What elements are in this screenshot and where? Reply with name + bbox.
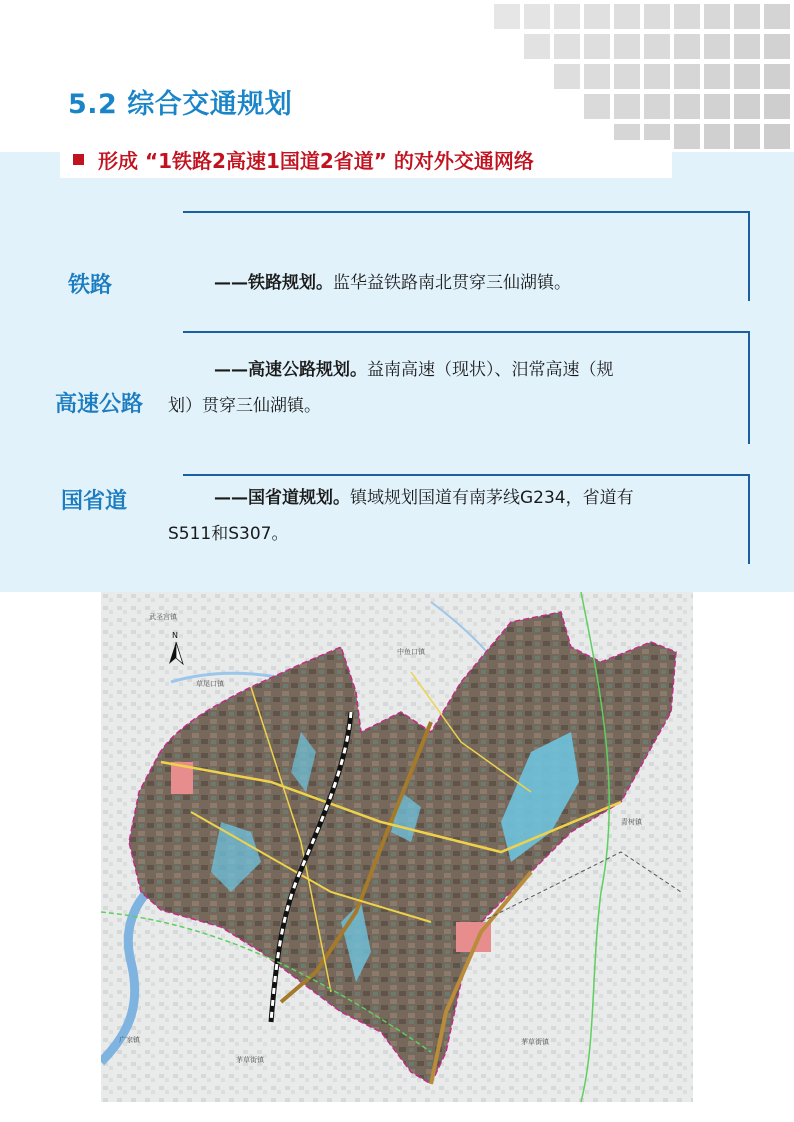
subtitle-bar bbox=[60, 140, 672, 178]
decorative-tile bbox=[614, 94, 640, 119]
decorative-tile bbox=[734, 4, 760, 29]
place-label: 茅草街镇 bbox=[521, 1038, 549, 1046]
decorative-tile bbox=[584, 4, 610, 29]
decorative-tile bbox=[734, 94, 760, 119]
desc-railway-dash: —— bbox=[214, 273, 248, 293]
decorative-tile bbox=[734, 64, 760, 89]
decorative-tile bbox=[704, 124, 730, 149]
desc-expressway-line2: 划）贯穿三仙湖镇。 bbox=[168, 396, 321, 416]
decorative-tile bbox=[644, 64, 670, 89]
decorative-tile bbox=[584, 34, 610, 59]
decorative-tile bbox=[764, 94, 790, 119]
decorative-tile bbox=[614, 4, 640, 29]
desc-railway-body: 监华益铁路南北贯穿三仙湖镇。 bbox=[333, 273, 571, 293]
decorative-tile bbox=[674, 34, 700, 59]
north-label: N bbox=[172, 631, 178, 640]
label-roads: 国省道 bbox=[61, 489, 128, 514]
section-title: 5.2 综合交通规划 bbox=[68, 89, 293, 120]
decorative-tile bbox=[734, 34, 760, 59]
decorative-tile bbox=[554, 64, 580, 89]
decorative-tile bbox=[764, 64, 790, 89]
place-label: 中鱼口镇 bbox=[397, 648, 425, 656]
decorative-tile bbox=[734, 124, 760, 149]
desc-expressway-dash: —— bbox=[214, 360, 248, 380]
label-railway: 铁路 bbox=[68, 273, 113, 298]
desc-expressway-line1 bbox=[168, 352, 744, 388]
desc-roads-body1: 镇域规划国道有南茅线G234，省道有 bbox=[350, 488, 634, 508]
place-label: 草尾口镇 bbox=[196, 680, 224, 688]
decorative-tile bbox=[584, 64, 610, 89]
decorative-tiles bbox=[494, 4, 794, 154]
desc-railway bbox=[214, 265, 744, 301]
desc-expressway-head: 高速公路规划。 bbox=[248, 360, 367, 380]
decorative-tile bbox=[764, 124, 790, 149]
map-svg bbox=[101, 592, 693, 1102]
decorative-tile bbox=[554, 34, 580, 59]
decorative-tile bbox=[644, 4, 670, 29]
desc-roads-dash: —— bbox=[214, 488, 248, 508]
decorative-tile bbox=[764, 4, 790, 29]
decorative-tile bbox=[584, 94, 610, 119]
decorative-tile bbox=[524, 34, 550, 59]
desc-expressway bbox=[168, 352, 744, 424]
decorative-tile bbox=[674, 94, 700, 119]
desc-roads-head: 国省道规划。 bbox=[248, 488, 350, 508]
desc-railway-head: 铁路规划。 bbox=[248, 273, 333, 293]
transport-planning-map bbox=[101, 592, 693, 1102]
decorative-tile bbox=[554, 4, 580, 29]
place-label: 青树镇 bbox=[621, 818, 642, 826]
place-label: 广家镇 bbox=[119, 1036, 140, 1044]
desc-roads-line1 bbox=[168, 480, 744, 516]
decorative-tile bbox=[644, 34, 670, 59]
place-label: 三仙湖 bbox=[469, 822, 490, 830]
place-label: 茅草街镇 bbox=[236, 1056, 264, 1064]
decorative-tile bbox=[614, 34, 640, 59]
decorative-tile bbox=[644, 94, 670, 119]
decorative-tile bbox=[674, 64, 700, 89]
subtitle-text: 形成 “1铁路2高速1国道2省道” 的对外交通网络 bbox=[98, 148, 534, 173]
decorative-tile bbox=[614, 64, 640, 89]
decorative-tile bbox=[524, 4, 550, 29]
decorative-tile bbox=[674, 124, 700, 149]
decorative-tile bbox=[764, 34, 790, 59]
decorative-tile bbox=[704, 94, 730, 119]
desc-roads-line2: S511和S307。 bbox=[168, 524, 289, 544]
place-label: 武圣宫镇 bbox=[149, 613, 177, 621]
decorative-tile bbox=[704, 64, 730, 89]
decorative-tile bbox=[704, 4, 730, 29]
square-bullet-icon bbox=[73, 154, 84, 165]
label-expressway: 高速公路 bbox=[55, 392, 144, 417]
decorative-tile bbox=[494, 4, 520, 29]
desc-roads bbox=[168, 480, 744, 552]
decorative-tile bbox=[674, 4, 700, 29]
decorative-tile bbox=[704, 34, 730, 59]
desc-expressway-body1: 益南高速（现状）、汨常高速（规 bbox=[367, 360, 614, 380]
